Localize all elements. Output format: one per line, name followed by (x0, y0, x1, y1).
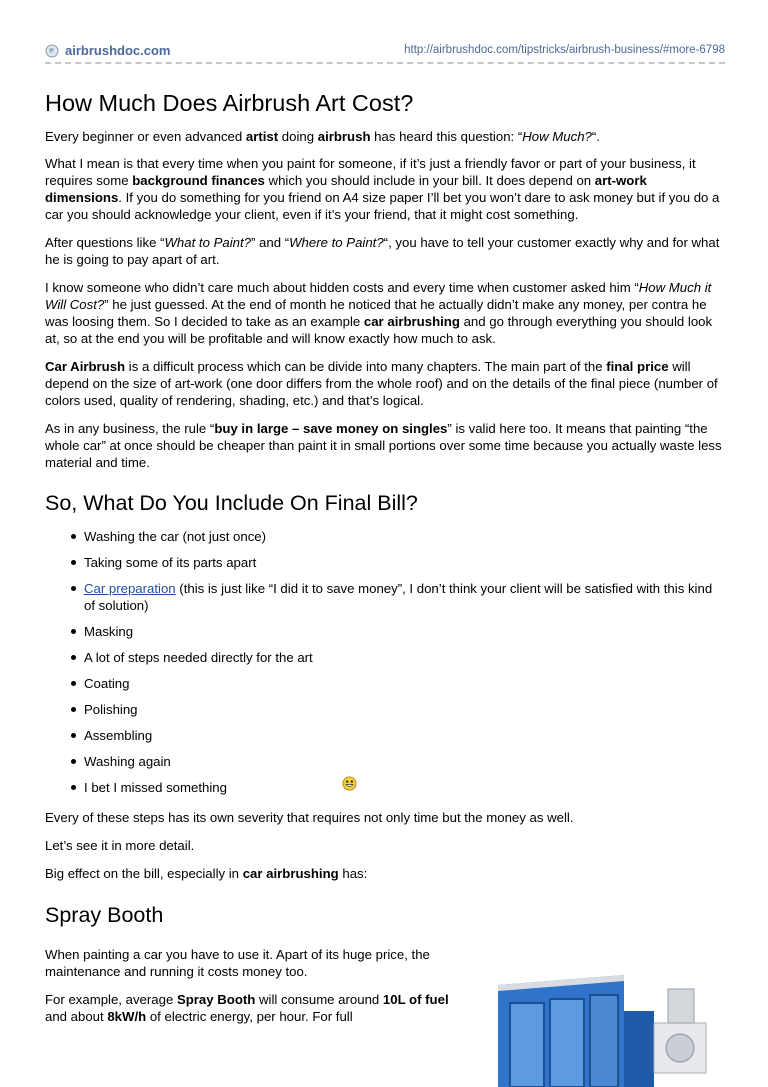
paragraph-effect: Big effect on the bill, especially in car airbrushing has: (45, 866, 368, 881)
paragraph-process: Car Airbrush is a difficult process which can be divide into many chapters. The main part of the final price will depend on the size of art-work (one door differs from the whole roof) and on the details of the final piece (number of colors used, quality of rendering, shading, etc.) and that’s logical. (45, 359, 718, 408)
paragraph-steps: Every of these steps has its own severity that requires not only time but the money as well. (45, 810, 574, 825)
section-heading-spray-booth: Spray Booth (45, 903, 164, 927)
paragraph-booth-price: When painting a car you have to use it. Apart of its huge price, the maintenance and running it costs money too. (45, 947, 430, 979)
bill-items-list (45, 528, 725, 796)
paragraph-detail: Let’s see it in more detail. (45, 838, 195, 853)
car-preparation-link[interactable]: Car preparation (84, 581, 176, 596)
list-item: I bet I missed something (84, 779, 725, 796)
list-item: Polishing (84, 701, 725, 718)
paragraph-rule: As in any business, the rule “buy in large – save money on singles” is valid here too. It means that painting “the whole car” at once should be cheaper than paint it in small portions over some time because you actually waste less material and time. (45, 421, 722, 470)
list-item: A lot of steps needed directly for the art (84, 649, 725, 666)
smiley-icon (342, 776, 357, 791)
list-item: Assembling (84, 727, 725, 744)
paragraph-questions: After questions like “What to Paint?” and “Where to Paint?“, you have to tell your customer exactly why and for what he is going to pay apart of art. (45, 235, 720, 267)
article-title: How Much Does Airbrush Art Cost? (45, 90, 414, 116)
list-item: Masking (84, 623, 725, 640)
globe-icon (45, 44, 59, 58)
paragraph-story: I know someone who didn’t care much about hidden costs and every time when customer asked him “How Much it Will Cost?” he just guessed. At the end of month he noticed that he actually didn’t make any money, per contra he was loosing them. So I decided to take as an example car airbrushing and go through everything you should look at, so at the end you will be profitable and will know exactly how much to ask. (45, 280, 713, 346)
page-url[interactable]: http://airbrushdoc.com/tipstricks/airbrush-business/#more-6798 (404, 44, 725, 56)
paragraph-finances: What I mean is that every time when you paint for someone, if it’s just a friendly favor or part of your business, it requires some background finances which you should include in your bill. It does depend on art-work dimensions. If you do something for you friend on A4 size paper I’ll bet you won’t dare to ask money but if you do a car you should acknowledge your client, even if it’s your friend, that it might cost something. (45, 156, 720, 222)
header-divider (45, 62, 725, 64)
section-heading-final-bill: So, What Do You Include On Final Bill? (45, 491, 418, 515)
paragraph-intro: Every beginner or even advanced artist doing airbrush has heard this question: “How Much?“. (45, 129, 600, 144)
article-content (45, 88, 725, 1025)
list-item: Taking some of its parts apart (84, 554, 725, 571)
list-item: Washing the car (not just once) (84, 528, 725, 545)
list-item: Washing again (84, 753, 725, 770)
list-item: Coating (84, 675, 725, 692)
site-name[interactable]: airbrushdoc.com (65, 43, 171, 58)
spray-booth-image (484, 973, 726, 1087)
page-header (45, 42, 725, 62)
paragraph-booth-consumption: For example, average Spray Booth will consume around 10L of fuel and about 8kW/h of electric energy, per hour. For full (45, 992, 449, 1024)
list-item: Car preparation (this is just like “I did it to save money”, I don’t think your client will be satisfied with this kind of solution) (84, 580, 725, 614)
